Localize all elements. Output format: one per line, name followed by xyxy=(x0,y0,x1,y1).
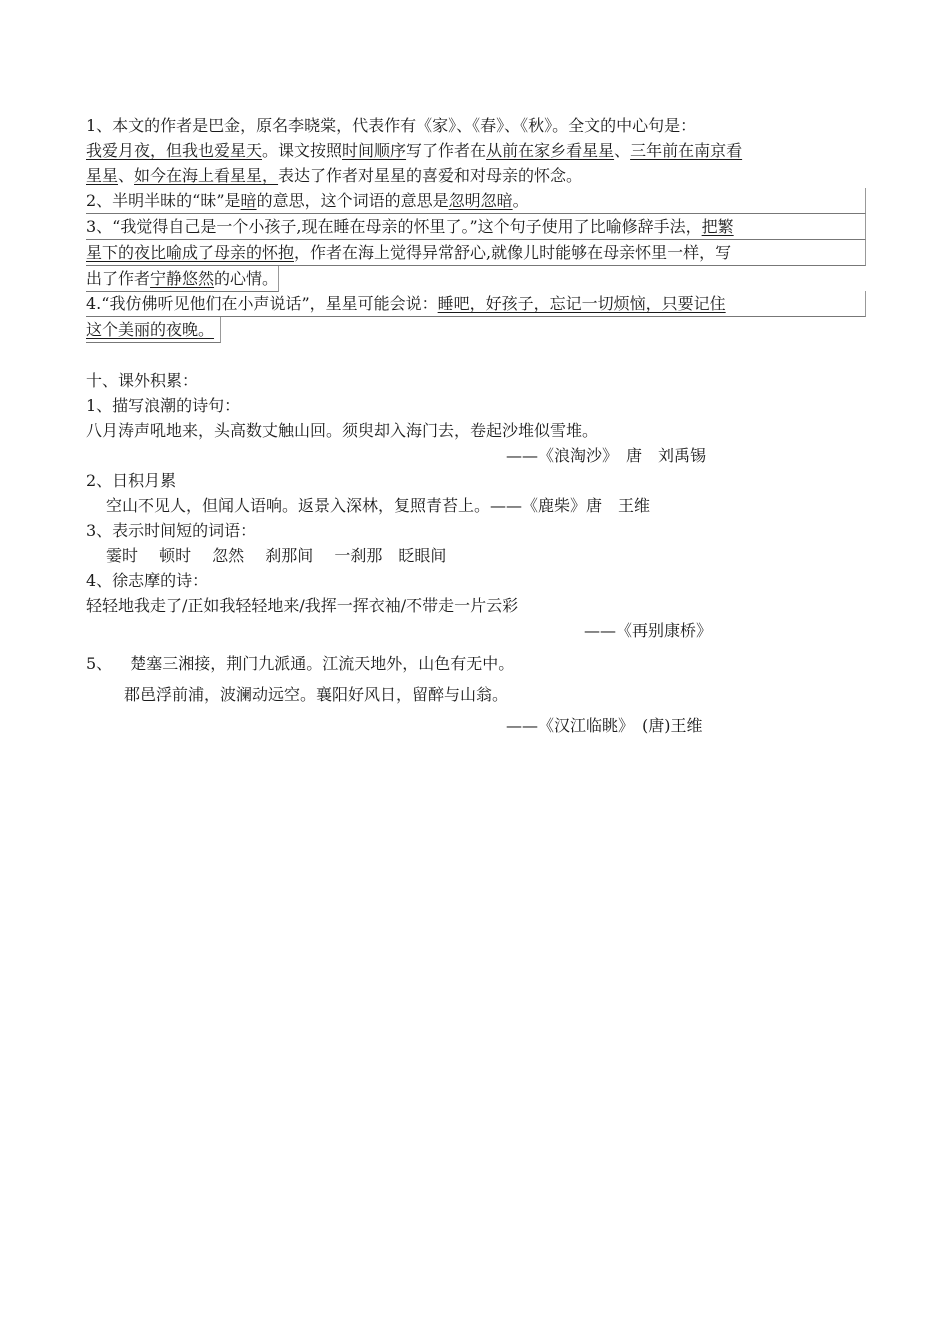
q1-line-2: 我爱月夜，但我也爱星天。课文按照时间顺序写了作者在从前在家乡看星星、三年前在南京看 xyxy=(86,141,743,160)
document-page xyxy=(86,113,866,738)
section-10-title: 十、课外积累： xyxy=(86,371,199,390)
q3-line-1: 3、“我觉得自己是一个小孩子,现在睡在母亲的怀里了。”这个句子使用了比喻修辞手法，把繁 xyxy=(86,214,866,240)
q1-central-sentence: 我爱月夜，但我也爱星天 xyxy=(86,141,263,160)
item-1-source: ——《浪淘沙》 唐 刘禹锡 xyxy=(506,446,707,465)
q3-metaphor: 星下的夜比喻成了母亲的怀抱 xyxy=(86,243,295,262)
item-3-label: 3、表示时间短的词语： xyxy=(86,521,257,540)
q4-answer: 睡吧，好孩子，忘记一切烦恼，只要记住 xyxy=(437,294,726,313)
item-1-label: 1、描写浪潮的诗句： xyxy=(86,396,241,415)
q3-line-2: 星下的夜比喻成了母亲的怀抱，作者在海上觉得异常舒心,就像儿时能够在母亲怀里一样，写 xyxy=(86,240,866,266)
q2-answer-meaning: 暗 xyxy=(240,191,257,210)
item-3-words: 霎时 顿时 忽然 刹那间 一刹那 眨眼间 xyxy=(106,546,447,565)
q1-scene-1: 从前在家乡看星星 xyxy=(486,141,615,160)
item-1-poem: 八月涛声吼地来，头高数丈触山回。须臾却入海门去，卷起沙堆似雪堆。 xyxy=(86,421,599,440)
q4-line-1: 4.“我仿佛听见他们在小声说话”，星星可能会说：睡吧，好孩子，忘记一切烦恼，只要记住 xyxy=(86,291,866,317)
q1-line-1 xyxy=(86,113,866,138)
item-2-poem: 空山不见人，但闻人语响。返景入深林，复照青苔上。——《鹿柴》唐 王维 xyxy=(106,496,651,515)
item-4-label: 4、徐志摩的诗： xyxy=(86,571,209,590)
item-4-source: ——《再别康桥》 xyxy=(584,621,713,640)
q3-line-3: 出了作者宁静悠然的心情。 xyxy=(86,266,866,291)
q2-answer-word: 忽明忽暗 xyxy=(448,191,513,210)
item-2-label: 2、日积月累 xyxy=(86,471,177,490)
q1-text: 1、本文的作者是巴金，原名李晓棠，代表作有《家》、《春》、《秋》。全文的中心句是： xyxy=(86,116,697,135)
q1-line-3: 星星、如今在海上看星星，表达了作者对星星的喜爱和对母亲的怀念。 xyxy=(86,166,583,185)
q1-scene-3: 如今在海上看星星， xyxy=(134,166,279,185)
q2-line: 2、半明半昧的“昧”是暗的意思，这个词语的意思是忽明忽暗。 xyxy=(86,188,866,214)
item-5-source: ——《汉江临眺》 (唐)王维 xyxy=(506,716,703,735)
q1-order: 时间顺序 xyxy=(342,141,407,160)
item-5-line-2: 郡邑浮前浦，波澜动远空。襄阳好风日，留醉与山翁。 xyxy=(124,685,509,704)
item-4-poem: 轻轻地我走了/正如我轻轻地来/我挥一挥衣袖/不带走一片云彩 xyxy=(86,596,519,615)
item-5-line-1: 5、 楚塞三湘接，荆门九派通。江流天地外，山色有无中。 xyxy=(86,654,515,673)
q3-mood: 宁静悠然 xyxy=(150,269,215,288)
q1-scene-2: 三年前在南京看 xyxy=(630,141,743,160)
q4-line-2: 这个美丽的夜晚。 xyxy=(86,317,866,342)
